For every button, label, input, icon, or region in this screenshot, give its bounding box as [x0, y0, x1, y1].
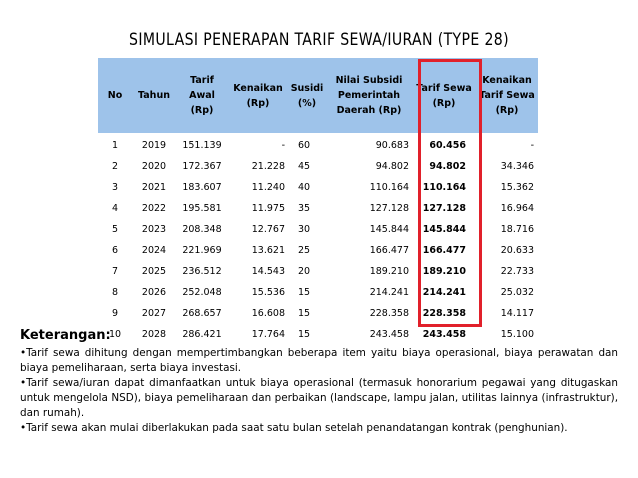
cell-kenaikan-tarif-sewa: 34.346 [476, 156, 538, 177]
cell-tarif-awal: 183.607 [176, 177, 228, 198]
cell-nilai-subsidi: 166.477 [326, 240, 412, 261]
header-kenaikan-tarif-sewa: Kenaikan Tarif Sewa (Rp) [476, 58, 538, 134]
table-row [98, 282, 538, 303]
cell-tarif-sewa: 228.358 [412, 303, 476, 324]
table-row [98, 156, 538, 177]
table-row [98, 303, 538, 324]
cell-nilai-subsidi: 189.210 [326, 261, 412, 282]
notes-heading: Keterangan: [20, 328, 111, 343]
cell-kenaikan: 11.240 [228, 177, 288, 198]
cell-kenaikan: 12.767 [228, 219, 288, 240]
page-title: SIMULASI PENERAPAN TARIF SEWA/IURAN (TYPE 28) [129, 30, 509, 50]
cell-nilai-subsidi: 94.802 [326, 156, 412, 177]
cell-no: 3 [98, 177, 132, 198]
cell-no: 2 [98, 156, 132, 177]
cell-no: 6 [98, 240, 132, 261]
cell-nilai-subsidi: 214.241 [326, 282, 412, 303]
cell-tarif-awal: 172.367 [176, 156, 228, 177]
cell-nilai-subsidi: 110.164 [326, 177, 412, 198]
cell-tarif-sewa: 127.128 [412, 198, 476, 219]
note-item-1: •Tarif sewa dihitung dengan mempertimbangkan beberapa item yaitu biaya operasional, biaya perawatan dan biaya pemeliharaan, serta biaya investasi. [20, 347, 618, 374]
cell-nilai-subsidi: 127.128 [326, 198, 412, 219]
cell-tarif-awal: 252.048 [176, 282, 228, 303]
cell-subsidi: 20 [288, 261, 326, 282]
note-item-2: •Tarif sewa/iuran dapat dimanfaatkan untuk biaya operasional (termasuk honorarium pegawai yang ditugaskan untuk mengelola NSD), biaya pemeliharaan dan perbaikan (landscape, lampu jalan, utilitas lainnya (infrastruktur), dan rumah). [20, 377, 618, 419]
cell-tahun: 2022 [132, 198, 176, 219]
cell-kenaikan-tarif-sewa: 15.100 [476, 324, 538, 345]
cell-tahun: 2027 [132, 303, 176, 324]
cell-tahun: 2019 [132, 134, 176, 156]
cell-tarif-awal: 208.348 [176, 219, 228, 240]
cell-kenaikan-tarif-sewa: 14.117 [476, 303, 538, 324]
cell-tarif-sewa: 243.458 [412, 324, 476, 345]
table-row [98, 134, 538, 156]
cell-kenaikan: 13.621 [228, 240, 288, 261]
header-subsidi: Susidi (%) [288, 58, 326, 134]
cell-kenaikan-tarif-sewa: 25.032 [476, 282, 538, 303]
cell-tahun: 2025 [132, 261, 176, 282]
cell-tarif-sewa: 110.164 [412, 177, 476, 198]
header-tahun: Tahun [132, 58, 176, 134]
cell-subsidi: 15 [288, 303, 326, 324]
cell-kenaikan-tarif-sewa: 16.964 [476, 198, 538, 219]
cell-tarif-sewa: 145.844 [412, 219, 476, 240]
cell-tarif-awal: 195.581 [176, 198, 228, 219]
table-row [98, 177, 538, 198]
cell-kenaikan: 17.764 [228, 324, 288, 345]
header-tarif-sewa: Tarif Sewa (Rp) [412, 58, 476, 134]
cell-no: 5 [98, 219, 132, 240]
cell-tahun: 2023 [132, 219, 176, 240]
cell-no: 9 [98, 303, 132, 324]
cell-no: 8 [98, 282, 132, 303]
cell-nilai-subsidi: 228.358 [326, 303, 412, 324]
cell-subsidi: 35 [288, 198, 326, 219]
cell-kenaikan: 15.536 [228, 282, 288, 303]
header-tarif-awal: Tarif Awal (Rp) [176, 58, 228, 134]
cell-tahun: 2021 [132, 177, 176, 198]
header-kenaikan: Kenaikan (Rp) [228, 58, 288, 134]
table-row [98, 240, 538, 261]
notes-section [20, 327, 618, 436]
table-header-row [98, 58, 538, 134]
cell-tarif-awal: 151.139 [176, 134, 228, 156]
cell-kenaikan-tarif-sewa: - [476, 134, 538, 156]
cell-subsidi: 15 [288, 324, 326, 345]
cell-tahun: 2026 [132, 282, 176, 303]
cell-nilai-subsidi: 145.844 [326, 219, 412, 240]
cell-nilai-subsidi: 90.683 [326, 134, 412, 156]
cell-subsidi: 15 [288, 282, 326, 303]
cell-subsidi: 25 [288, 240, 326, 261]
cell-no: 4 [98, 198, 132, 219]
cell-tahun: 2028 [132, 324, 176, 345]
cell-subsidi: 40 [288, 177, 326, 198]
cell-tarif-awal: 286.421 [176, 324, 228, 345]
cell-subsidi: 45 [288, 156, 326, 177]
cell-tahun: 2020 [132, 156, 176, 177]
cell-tarif-sewa: 189.210 [412, 261, 476, 282]
cell-tarif-sewa: 60.456 [412, 134, 476, 156]
cell-kenaikan: 16.608 [228, 303, 288, 324]
cell-kenaikan-tarif-sewa: 20.633 [476, 240, 538, 261]
table-row [98, 219, 538, 240]
cell-kenaikan: - [228, 134, 288, 156]
cell-no: 10 [98, 324, 132, 345]
cell-tahun: 2024 [132, 240, 176, 261]
cell-kenaikan: 21.228 [228, 156, 288, 177]
cell-kenaikan-tarif-sewa: 18.716 [476, 219, 538, 240]
table-row [98, 198, 538, 219]
note-item-3: •Tarif sewa akan mulai diberlakukan pada saat satu bulan setelah penandatangan kontrak (penghunian). [20, 422, 568, 434]
table-row [98, 261, 538, 282]
cell-tarif-awal: 236.512 [176, 261, 228, 282]
cell-subsidi: 30 [288, 219, 326, 240]
cell-tarif-awal: 221.969 [176, 240, 228, 261]
cell-kenaikan: 14.543 [228, 261, 288, 282]
cell-tarif-sewa: 94.802 [412, 156, 476, 177]
cell-nilai-subsidi: 243.458 [326, 324, 412, 345]
header-no: No [98, 58, 132, 134]
cell-subsidi: 60 [288, 134, 326, 156]
cell-tarif-sewa: 166.477 [412, 240, 476, 261]
cell-kenaikan-tarif-sewa: 22.733 [476, 261, 538, 282]
cell-kenaikan-tarif-sewa: 15.362 [476, 177, 538, 198]
tariff-table [98, 58, 538, 345]
cell-tarif-sewa: 214.241 [412, 282, 476, 303]
cell-tarif-awal: 268.657 [176, 303, 228, 324]
cell-no: 7 [98, 261, 132, 282]
header-nilai-subsidi: Nilai Subsidi Pemerintah Daerah (Rp) [326, 58, 412, 134]
cell-no: 1 [98, 134, 132, 156]
cell-kenaikan: 11.975 [228, 198, 288, 219]
